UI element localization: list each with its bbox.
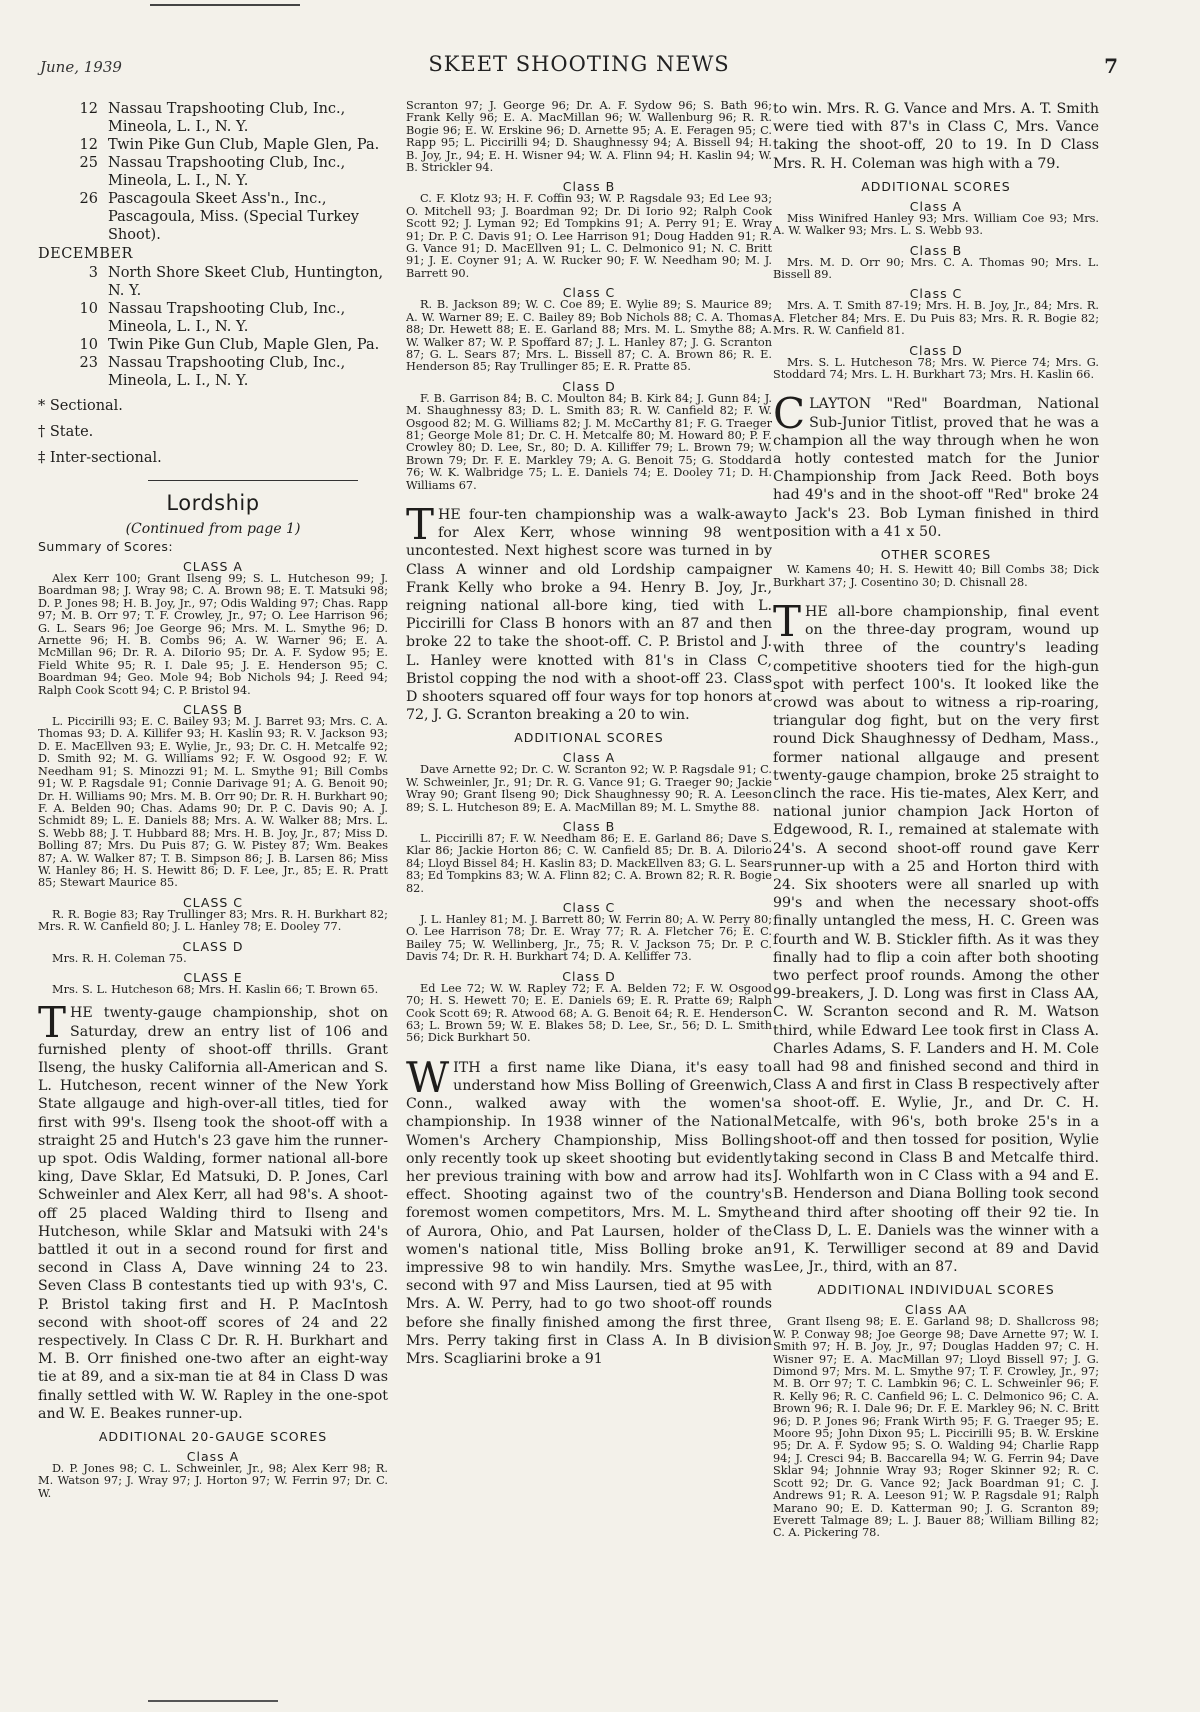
article-paragraph: THE twenty-gauge championship, shot on Saturday, drew an entry list of 106 and furnished plenty of shoot-off thrills. Grant Ilseng, the husky California all-American and S. L. Hutcheson, recent winner of the New York State allgauge and high-over-all titles, tied for first with 99's. Ilseng took the shoot-off with a straight 25 and Hutch's 23 gave him the runner-up spot. Odis Walding, former national all-bore king, Dave Sklar, Ed Matsuki, D. P. Jones, Carl Schweinler and Alex Kerr, all had 98's. A shoot-off 25 placed Walding third to Ilseng and Hutcheson, while Sklar and Matsuki with 24's battled it out in a second round for first and second in Class A, Dave winning 24 to 23. Seven Class B contestants tied up with 93's, C. P. Bristol taking first and H. P. MacIntosh second with shoot-off scores of 24 and 22 respectively. In Class C Dr. R. H. Burkhart and M. B. Orr finished one-two after an eight-way tie at 89, and a six-man tie at 84 in Class D was finally settled with W. W. Rapley in the one-spot and W. E. Beakes runner-up. xyxy=(38,998,388,1422)
score-list: L. Piccirilli 87; F. W. Needham 86; E. E. Garland 86; Dave S. Klar 86; Jackie Horton 86; C. W. Canfield 85; Dr. B. A. Dilorio 84; Lloyd Bissel 84; H. Kaslin 83; D. MackEllven 83; G. L. Sears 83; Ed Tompkins 83; W. A. Flinn 82; C. A. Brown 82; R. R. Bogie 82. xyxy=(406,832,772,895)
score-list: F. B. Garrison 84; B. C. Moulton 84; B. Kirk 84; J. Gunn 84; J. M. Shaughnessy 83; D. L. Smith 83; R. W. Canfield 82; F. W. Osgood 82; M. G. Williams 82; J. M. McCarthy 81; F. G. Traeger 81; George Mole 81; Dr. C. H. Metcalfe 80; M. Howard 80; P. F. Crowley 80; D. Lee, Sr., 80; D. A. Killiffer 79; L. Brown 79; W. Brown 79; Dr. F. E. Markley 79; A. G. Benoit 75; G. Stoddard 76; W. K. Walbridge 75; L. E. Daniels 74; E. Dooley 71; D. H. Williams 67. xyxy=(406,391,772,492)
drop-cap: T xyxy=(406,499,435,549)
list-item: 10 Nassau Trapshooting Club, Inc., Mineola, L. I., N. Y. xyxy=(79,301,346,335)
score-list: Grant Ilseng 98; E. E. Garland 98; D. Shallcross 98; W. P. Conway 98; Joe George 98; Dave Arnette 97; W. I. Smith 97; H. B. Joy, Jr., 97; Douglas Hadden 97; C. H. Wisner 97; E. A. MacMillan 97; Lloyd Bissell 97; J. G. Dimond 97; Mrs. M. L. Smythe 97; T. F. Crowley, Jr., 97; M. B. Orr 97; T. C. Lambkin 96; C. L. Schweinler 96; F. R. Kelly 96; R. C. Canfield 96; L. C. Delmonico 96; C. A. Brown 96; R. I. Dale 96; Dr. F. E. Markley 96; N. C. Britt 96; D. P. Jones 96; Frank Wirth 95; F. G. Traeger 95; E. Moore 95; John Dixon 95; L. Piccirilli 95; B. W. Erskine 95; Dr. A. F. Sydow 95; S. O. Walding 94; Charlie Rapp 94; J. Cresci 94; B. Baccarella 94; W. G. Ferrin 94; Dave Sklar 94; Johnnie Wray 93; Roger Skinner 92; R. C. Scott 92; Dr. G. Vance 92; Jack Boardman 91; C. J. Andrews 91; R. A. Leeson 91; W. P. Ragsdale 91; Ralph Marano 90; E. D. Katterman 90; J. G. Scranton 89; Everett Talmage 89; L. J. Bauer 88; William Billing 82; C. A. Pickering 78. xyxy=(773,1315,1099,1540)
class-heading: Class C xyxy=(562,900,616,916)
list-item: 12 Twin Pike Gun Club, Maple Glen, Pa. xyxy=(79,137,380,153)
class-heading: CLASS E xyxy=(183,969,243,985)
subheading: OTHER SCORES xyxy=(880,547,992,563)
score-list: Dave Arnette 92; Dr. C. W. Scranton 92; W. P. Ragsdale 91; C. W. Schweinler, Jr., 91; Dr. R. G. Vance 91; G. Traeger 90; Jackie Wray 90; Grant Ilseng 90; Dick Shaughnessy 90; R. A. Leeson 89; S. L. Hutcheson 89; E. A. MacMillan 89; M. L. Smythe 88. xyxy=(406,763,772,814)
page-header xyxy=(40,52,1118,82)
class-heading: CLASS B xyxy=(183,702,243,718)
list-item: 10 Twin Pike Gun Club, Maple Glen, Pa. xyxy=(79,337,380,353)
score-list: C. F. Klotz 93; H. F. Coffin 93; W. P. Ragsdale 93; Ed Lee 93; O. Mitchell 93; J. Boardman 92; Dr. Di Iorio 92; Ralph Cook Scott 92; J. Lyman 92; Ed Tompkins 91; A. Perry 91; E. Wray 91; Dr. P. C. Davis 91; O. Lee Harrison 91; Doug Hadden 91; R. G. Vance 91; D. MacEllven 91; L. C. Delmonico 91; N. C. Britt 91; J. E. Coyner 91; A. W. Rucker 90; F. W. Needham 90; M. J. Barrett 90. xyxy=(406,192,772,280)
column-3 xyxy=(773,100,1099,1700)
drop-cap: T xyxy=(773,596,802,646)
drop-cap: C xyxy=(773,389,806,439)
publication-title: SKEET SHOOTING NEWS xyxy=(428,52,730,76)
score-list: R. B. Jackson 89; W. C. Coe 89; E. Wylie 89; S. Maurice 89; A. W. Warner 89; E. C. Bailey 89; Bob Nichols 88; C. A. Thomas 88; Dr. Hewett 88; E. E. Garland 88; Mrs. M. L. Smythe 88; A. W. Walker 87; W. P. Spoffard 87; J. L. Hanley 87; J. G. Scranton 87; G. L. Sears 87; Mrs. L. Bissell 87; C. A. Brown 86; R. E. Henderson 85; Ray Trullinger 85; E. R. Pratte 85. xyxy=(406,298,772,374)
score-list: Ed Lee 72; W. W. Rapley 72; F. A. Belden 72; F. W. Osgood 70; H. S. Hewett 70; E. E. Daniels 69; E. R. Pratte 69; Ralph Cook Scott 69; R. Atwood 68; A. G. Benoit 64; R. E. Henderson 63; L. Brown 59; W. E. Blakes 58; D. Lee, Sr., 56; D. L. Smith 56; Dick Burkhart 50. xyxy=(406,981,772,1045)
class-heading: Class C xyxy=(909,286,963,302)
subheading: ADDITIONAL SCORES xyxy=(514,730,664,746)
list-item: 12 Nassau Trapshooting Club, Inc., Mineola, L. I., N. Y. xyxy=(79,101,346,135)
section-divider xyxy=(148,480,358,481)
schedule-december xyxy=(38,264,388,390)
footnote-state: † State. xyxy=(38,424,94,440)
article-paragraph: WITH a first name like Diana, it's easy to understand how Miss Bolling of Greenwich, Conn., walked away with the women's championship. In 1938 winner of the National Women's Archery Championship, Miss Bolling only recently took up skeet shooting but evidently her previous training with bow and arrow had its effect. Shooting against two of the country's foremost women competitors, Mrs. M. L. Smythe of Aurora, Ohio, and Pat Laursen, holder of the women's national title, Miss Bolling broke an impressive 98 to win handily. Mrs. Smythe was second with 97 and Miss Laursen, tied at 95 with Mrs. A. W. Perry, had to go two shoot-off rounds before she finally finished among the first three, Mrs. Perry taking first in Class A. In B division Mrs. Scagliarini broke a 91 xyxy=(406,1052,772,1367)
class-heading: Class D xyxy=(562,378,616,394)
list-item: 25 Nassau Trapshooting Club, Inc., Mineola, L. I., N. Y. xyxy=(79,155,346,189)
class-heading: Class B xyxy=(562,819,616,835)
score-list: Scranton 97; J. George 96; Dr. A. F. Sydow 96; S. Bath 96; Frank Kelly 96; E. A. MacMillan 96; W. Wallenburg 96; R. R. Bogie 96; E. W. Erskine 96; D. Arnette 95; A. E. Feragen 95; C. Rapp 95; L. Piccirilli 94; D. Shaughnessy 94; A. Bissell 94; H. B. Joy, Jr., 94; E. H. Wisner 94; W. A. Flinn 94; H. Kaslin 94; W. B. Strickler 94. xyxy=(406,100,772,175)
score-list: W. Kamens 40; H. S. Hewitt 40; Bill Combs 38; Dick Burkhart 37; J. Cosentino 30; D. Chisnall 28. xyxy=(773,563,1099,589)
list-item: 26 Pascagoula Skeet Ass'n., Inc., Pascagoula, Miss. (Special Turkey Shoot). xyxy=(79,191,359,243)
class-heading: Class A xyxy=(909,198,963,214)
top-rule xyxy=(150,4,300,6)
score-list: Mrs. S. L. Hutcheson 78; Mrs. W. Pierce 74; Mrs. G. Stoddard 74; Mrs. L. H. Burkhart 73; Mrs. H. Kaslin 66. xyxy=(773,355,1099,382)
class-heading: Class AA xyxy=(904,1302,968,1318)
score-list: Mrs. R. H. Coleman 75. xyxy=(52,951,187,965)
subheading: ADDITIONAL SCORES xyxy=(861,178,1011,194)
footnote-intersectional: ‡ Inter-sectional. xyxy=(38,450,162,466)
schedule-november-continued xyxy=(38,100,388,244)
class-heading: CLASS C xyxy=(182,894,244,910)
class-heading: Class D xyxy=(909,342,963,358)
class-heading: Class B xyxy=(909,242,963,258)
subheading: ADDITIONAL 20-GAUGE SCORES xyxy=(98,1429,328,1445)
column-2 xyxy=(406,100,772,1700)
score-list: Alex Kerr 100; Grant Ilseng 99; S. L. Hutcheson 99; J. Boardman 98; J. Wray 98; C. A. Brown 98; E. T. Matsuki 98; D. P. Jones 98; H. B. Joy, Jr., 97; Odis Walding 97; Chas. Rapp 97; M. B. Orr 97; T. F. Crowley, Jr., 97; O. Lee Harrison 96; G. L. Sears 96; Joe George 96; Mrs. M. L. Smythe 96; D. Arnette 96; H. B. Combs 96; A. W. Warner 96; E. A. McMillan 96; Dr. R. A. DiIorio 95; Dr. A. F. Sydow 95; E. Field White 95; R. I. Dale 95; J. E. Henderson 95; C. Boardman 94; Geo. Mole 94; Bob Nichols 94; J. Reed 94; Ralph Cook Scott 94; C. P. Bristol 94. xyxy=(38,572,388,697)
column-1 xyxy=(38,100,388,1700)
list-item: 23 Nassau Trapshooting Club, Inc., Mineola, L. I., N. Y. xyxy=(79,355,346,389)
continued-note: (Continued from page 1) xyxy=(125,521,301,537)
score-list: J. L. Hanley 81; M. J. Barrett 80; W. Ferrin 80; A. W. Perry 80; O. Lee Harrison 78; Dr. E. Wray 77; R. A. Fletcher 76; E. C. Bailey 75; W. Wellinberg, Jr., 75; R. V. Jackson 75; Dr. P. C. Davis 74; Dr. R. H. Burkhart 74; D. A. Kelliffer 73. xyxy=(406,913,772,964)
page-number: 7 xyxy=(1104,54,1118,78)
article-paragraph: THE all-bore championship, final event on the three-day program, wound up with three of the country's leading competitive shooters tied for the high-gun spot with perfect 100's. It looked like the crowd was about to witness a rip-roaring, triangular dog fight, but on the very first round Dick Shaughnessy of Dedham, Mass., former national allgauge and present twenty-gauge champion, broke 25 straight to clinch the race. His tie-mates, Alex Kerr, and national junior champion Jack Horton of Edgewood, R. I., remained at stalemate with 24's. A second shoot-off round gave Kerr runner-up with a 25 and Horton third with 24. Six shooters were all snarled up with 99's and when the necessary shoot-offs finally untangled the mess, H. C. Green was fourth and W. B. Stickler fifth. As it was they finally had to flip a coin after both shooting two perfect proof rounds. Among the other 99-breakers, J. D. Long was first in Class AA, C. W. Scranton second and R. M. Watson third, while Edward Lee took first in Class A. Charles Adams, S. F. Landers and H. M. Cole all had 98 and finished second and third in Class A and first in Class B respectively after a shoot-off. E. Wylie, Jr., and Dr. C. H. Metcalfe, with 96's, both broke 25's in a shoot-off and then tossed for position, Wylie taking second in Class B and Metcalfe third. J. Wohlfarth won in C Class with a 94 and E. B. Henderson and Diana Bolling took second and third after shooting off their 92 tie. In Class D, L. E. Daniels was the winner with a 91, K. Terwilliger second at 89 and David Lee, Jr., third, with an 87. xyxy=(773,596,1099,1276)
class-heading: Class B xyxy=(562,179,616,195)
class-heading: CLASS A xyxy=(183,559,243,574)
list-item: 3 North Shore Skeet Club, Huntington, N. Y. xyxy=(88,265,384,299)
article-paragraph: CLAYTON "Red" Boardman, National Sub-Junior Titlist, proved that he was a champion all the way through when he won a hotly contested match for the Junior Championship from Jack Reed. Both boys had 49's and in the shoot-off "Red" broke 24 to Jack's 23. Bob Lyman finished in third position with a 41 x 50. xyxy=(773,389,1099,540)
subheading: ADDITIONAL INDIVIDUAL SCORES xyxy=(817,1282,1055,1298)
class-heading: Class D xyxy=(562,968,616,984)
drop-cap: W xyxy=(406,1052,450,1102)
score-list: Miss Winifred Hanley 93; Mrs. William Coe 93; Mrs. A. W. Walker 93; Mrs. L. S. Webb 93. xyxy=(773,211,1099,238)
issue-date: June, 1939 xyxy=(40,58,122,76)
score-list: L. Piccirilli 93; E. C. Bailey 93; M. J. Barret 93; Mrs. C. A. Thomas 93; D. A. Killifer 93; H. Kaslin 93; R. V. Jackson 93; D. E. MacEllven 93; E. Wylie, Jr., 93; Dr. C. H. Metcalfe 92; D. Smith 92; M. G. Williams 92; F. W. Osgood 92; F. W. Needham 91; S. Minozzi 91; M. L. Smythe 91; Bill Combs 91; W. P. Ragsdale 91; Connie Darivage 91; A. G. Benoit 90; Dr. H. Williams 90; Mrs. M. B. Orr 90; Dr. R. H. Burkhart 90; F. A. Belden 90; Chas. Adams 90; Dr. P. C. Davis 90; A. J. Schmidt 89; L. E. Daniels 88; Mrs. A. W. Walker 88; Mrs. L. S. Webb 88; J. T. Hubbard 88; Mrs. H. B. Joy, Jr., 87; Miss D. Bolling 87; Mrs. Du Puis 87; G. W. Pistey 87; Wm. Beakes 87; A. W. Walker 87; T. B. Simpson 86; J. B. Larsen 86; Miss W. Hanley 86; H. S. Hewitt 86; D. F. Lee, Jr., 85; E. R. Pratt 85; Stewart Maurice 85. xyxy=(38,715,388,890)
article-title: Lordship xyxy=(166,491,260,515)
class-heading: Class C xyxy=(562,285,616,301)
class-heading: Class A xyxy=(562,750,616,766)
score-list: D. P. Jones 98; C. L. Schweinler, Jr., 98; Alex Kerr 98; R. M. Watson 97; J. Wray 97; J. Horton 97; W. Ferrin 97; Dr. C. W. xyxy=(38,1462,388,1500)
summary-heading: Summary of Scores: xyxy=(38,539,174,554)
footnote-sectional: * Sectional. xyxy=(38,398,123,414)
class-heading: Class A xyxy=(186,1449,240,1465)
article-paragraph: to win. Mrs. R. G. Vance and Mrs. A. T. Smith were tied with 87's in Class C, Mrs. Vance taking the shoot-off, 20 to 19. In D Class Mrs. R. H. Coleman was high with a 79. xyxy=(773,101,1099,172)
bottom-rule xyxy=(148,1700,278,1702)
drop-cap: T xyxy=(38,998,67,1048)
article-paragraph: THE four-ten championship was a walk-away for Alex Kerr, whose winning 98 went uncontested. Next highest score was turned in by Class A winner and old Lordship campaigner Frank Kelly who broke a 94. Henry B. Joy, Jr., reigning national all-bore king, tied with L. Piccirilli for Class B honors with an 87 and then broke 22 to take the shoot-off. C. P. Bristol and J. L. Hanley were knotted with 81's in Class C, Bristol copping the nod with a shoot-off 23. Class D shooters squared off four ways for top honors at 72, J. G. Scranton breaking a 20 to win. xyxy=(406,499,772,724)
score-list: Mrs. A. T. Smith 87-19; Mrs. H. B. Joy, Jr., 84; Mrs. R. A. Fletcher 84; Mrs. E. Du Puis 83; Mrs. R. R. Bogie 82; Mrs. R. W. Canfield 81. xyxy=(773,299,1099,338)
score-list: Mrs. S. L. Hutcheson 68; Mrs. H. Kaslin 66; T. Brown 65. xyxy=(52,982,379,996)
class-heading: CLASS D xyxy=(182,938,244,954)
score-list: Mrs. M. D. Orr 90; Mrs. C. A. Thomas 90; Mrs. L. Bissell 89. xyxy=(773,255,1099,282)
month-heading-december: DECEMBER xyxy=(38,246,133,262)
score-list: R. R. Bogie 83; Ray Trullinger 83; Mrs. R. H. Burkhart 82; Mrs. R. W. Canfield 80; J. L. Hanley 78; E. Dooley 77. xyxy=(38,907,388,934)
